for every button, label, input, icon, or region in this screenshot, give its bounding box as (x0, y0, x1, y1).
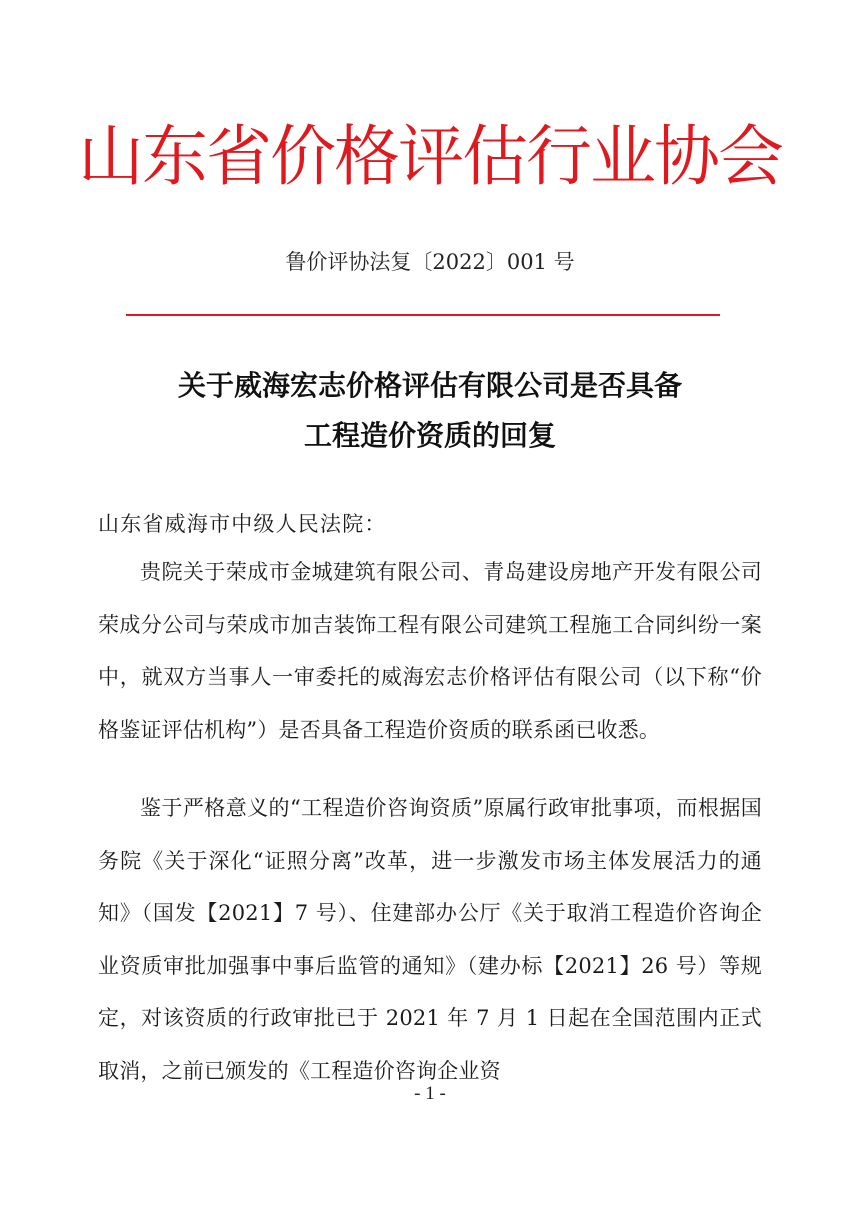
document-title-line-2: 工程造价资质的回复 (303, 419, 556, 452)
page-number: - 1 - (414, 1083, 446, 1104)
body-paragraph-1: 贵院关于荣成市金城建筑有限公司、青岛建设房地产开发有限公司荣成分公司与荣成市加吉装饰工程有限公司建筑工程施工合同纠纷一案中，就双方当事人一审委托的威海宏志价格评估有限公司（以下称“价格鉴证评估机构”）是否具备工程造价资质的联系函已收悉。 (98, 560, 762, 742)
addressee: 山东省威海市中级人民法院： (98, 512, 387, 536)
organization-letterhead: 山东省价格评估行业协会 (78, 118, 782, 195)
letterhead-divider (126, 314, 720, 316)
document-title-line-1: 关于威海宏志价格评估有限公司是否具备 (177, 369, 682, 402)
body-paragraph-2: 鉴于严格意义的“工程造价咨询资质”原属行政审批事项，而根据国务院《关于深化“证照分离”改革，进一步激发市场主体发展活力的通知》（国发【2021】7 号）、住建部办公厅《关于取消工程造价咨询企业资质审批加强事中事后监管的通知》（建办标【2021】26 号）等规定，对该资质的行政审批已于 2021 年 7 月 1 日起在全国范围内正式取消，之前已颁发的《工程造价咨询企业资 (98, 796, 762, 1083)
document-number: 鲁价评协法复〔2022〕001 号 (285, 250, 575, 274)
